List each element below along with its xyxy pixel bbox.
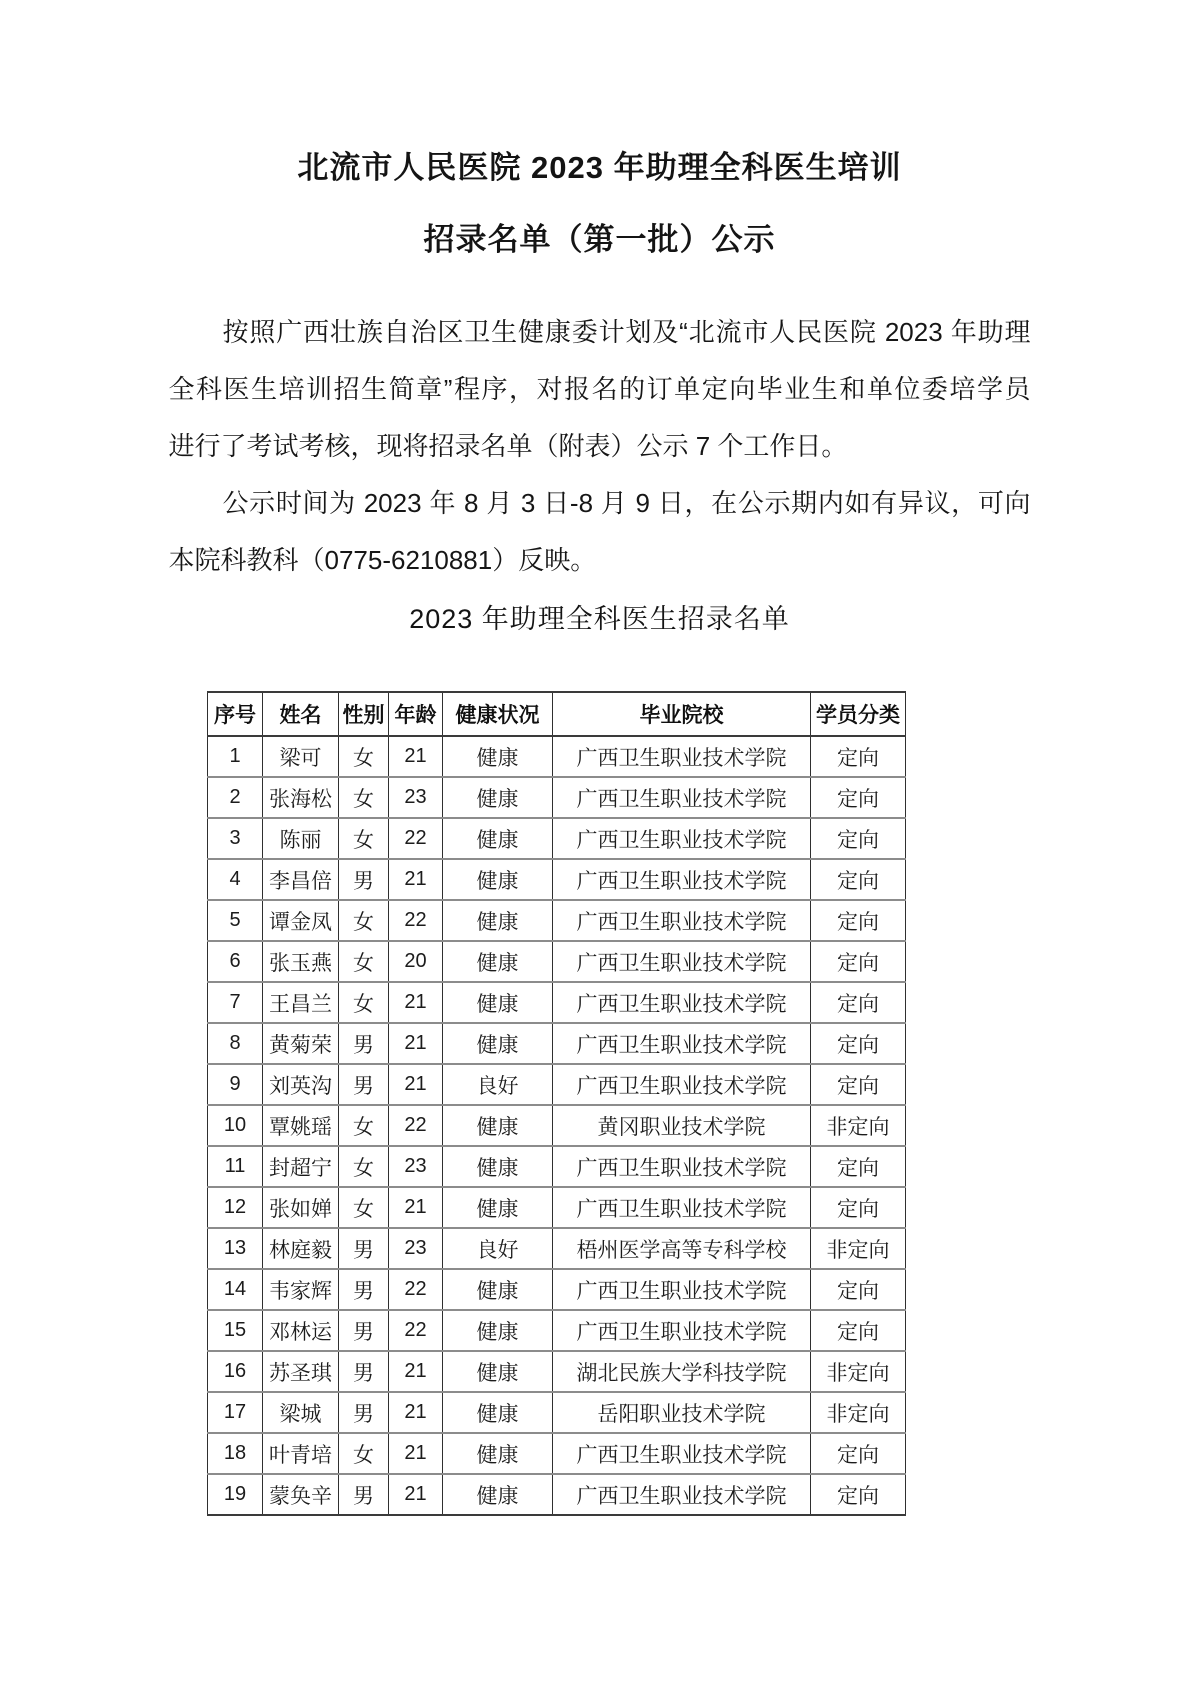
table-cell: 蒙奂辛 xyxy=(263,1474,339,1515)
table-cell: 女 xyxy=(339,941,389,982)
table-cell: 女 xyxy=(339,1105,389,1146)
table-row xyxy=(208,941,906,982)
table-cell: 健康 xyxy=(443,982,553,1023)
table-cell: 21 xyxy=(389,859,443,900)
table-cell: 广西卫生职业技术学院 xyxy=(553,1474,811,1515)
table-cell: 13 xyxy=(208,1228,263,1269)
table-cell: 梧州医学高等专科学校 xyxy=(553,1228,811,1269)
table-row xyxy=(208,900,906,941)
table-cell: 韦家辉 xyxy=(263,1269,339,1310)
table-cell: 广西卫生职业技术学院 xyxy=(553,1146,811,1187)
table-row xyxy=(208,1064,906,1105)
table-cell: 23 xyxy=(389,1146,443,1187)
table-row xyxy=(208,818,906,859)
table-cell: 健康 xyxy=(443,859,553,900)
column-header-4: 年龄 xyxy=(389,692,443,736)
table-cell: 非定向 xyxy=(811,1105,906,1146)
table-cell: 9 xyxy=(208,1064,263,1105)
table-row xyxy=(208,1105,906,1146)
table-cell: 20 xyxy=(389,941,443,982)
table-cell: 8 xyxy=(208,1023,263,1064)
table-cell: 非定向 xyxy=(811,1351,906,1392)
table-cell: 广西卫生职业技术学院 xyxy=(553,818,811,859)
table-cell: 广西卫生职业技术学院 xyxy=(553,941,811,982)
table-cell: 21 xyxy=(389,1064,443,1105)
table-row xyxy=(208,1433,906,1474)
table-cell: 21 xyxy=(389,982,443,1023)
table-cell: 22 xyxy=(389,1269,443,1310)
table-cell: 健康 xyxy=(443,777,553,818)
table-cell: 21 xyxy=(389,736,443,777)
table-cell: 健康 xyxy=(443,818,553,859)
table-cell: 女 xyxy=(339,1433,389,1474)
table-cell: 22 xyxy=(389,900,443,941)
announcement-body xyxy=(169,304,1031,589)
column-header-1: 序号 xyxy=(208,692,263,736)
table-cell: 12 xyxy=(208,1187,263,1228)
table-cell: 广西卫生职业技术学院 xyxy=(553,736,811,777)
table-row xyxy=(208,1474,906,1515)
title-line2-suffix: 公示 xyxy=(711,222,776,257)
table-cell: 男 xyxy=(339,1474,389,1515)
table-cell: 男 xyxy=(339,859,389,900)
table-cell: 2 xyxy=(208,777,263,818)
table-cell: 广西卫生职业技术学院 xyxy=(553,982,811,1023)
table-cell: 健康 xyxy=(443,1392,553,1433)
table-cell: 21 xyxy=(389,1433,443,1474)
table-cell: 非定向 xyxy=(811,1392,906,1433)
table-cell: 健康 xyxy=(443,900,553,941)
table-cell: 张如婵 xyxy=(263,1187,339,1228)
table-cell: 健康 xyxy=(443,1433,553,1474)
table-cell: 21 xyxy=(389,1187,443,1228)
table-cell: 良好 xyxy=(443,1064,553,1105)
table-cell: 广西卫生职业技术学院 xyxy=(553,900,811,941)
table-cell: 女 xyxy=(339,777,389,818)
table-cell: 10 xyxy=(208,1105,263,1146)
paragraph-1-line-3: 进行了考试考核，现将招录名单（附表）公示 7 个工作日。 xyxy=(168,431,848,461)
table-cell: 广西卫生职业技术学院 xyxy=(553,1310,811,1351)
table-cell: 黄冈职业技术学院 xyxy=(553,1105,811,1146)
table-cell: 女 xyxy=(339,1146,389,1187)
table-cell: 封超宁 xyxy=(263,1146,339,1187)
table-cell: 6 xyxy=(208,941,263,982)
document-title-line2 xyxy=(0,220,1199,260)
table-cell: 广西卫生职业技术学院 xyxy=(553,1433,811,1474)
table-cell: 19 xyxy=(208,1474,263,1515)
table-cell: 定向 xyxy=(811,736,906,777)
table-cell: 梁可 xyxy=(263,736,339,777)
table-cell: 定向 xyxy=(811,818,906,859)
table-title: 2023 年助理全科医生招录名单 xyxy=(409,604,790,634)
table-cell: 18 xyxy=(208,1433,263,1474)
table-cell: 定向 xyxy=(811,1064,906,1105)
table-cell: 男 xyxy=(339,1269,389,1310)
table-cell: 苏圣琪 xyxy=(263,1351,339,1392)
table-cell: 良好 xyxy=(443,1228,553,1269)
table-cell: 叶青培 xyxy=(263,1433,339,1474)
table-cell: 黄菊荣 xyxy=(263,1023,339,1064)
table-cell: 女 xyxy=(339,1187,389,1228)
table-cell: 11 xyxy=(208,1146,263,1187)
table-cell: 4 xyxy=(208,859,263,900)
table-row xyxy=(208,1187,906,1228)
table-header-row xyxy=(208,692,906,736)
table-cell: 男 xyxy=(339,1228,389,1269)
table-cell: 定向 xyxy=(811,777,906,818)
table-cell: 21 xyxy=(389,1392,443,1433)
table-cell: 健康 xyxy=(443,1187,553,1228)
table-row xyxy=(208,1269,906,1310)
table-cell: 男 xyxy=(339,1310,389,1351)
table-cell: 男 xyxy=(339,1064,389,1105)
table-cell: 定向 xyxy=(811,1187,906,1228)
column-header-7: 学员分类 xyxy=(811,692,906,736)
table-cell: 李昌倍 xyxy=(263,859,339,900)
table-cell: 非定向 xyxy=(811,1228,906,1269)
title-line2-batch: （第一批） xyxy=(551,222,712,257)
document-title-line1: 北流市人民医院 2023 年助理全科医生培训 xyxy=(297,150,902,185)
table-cell: 广西卫生职业技术学院 xyxy=(553,1064,811,1105)
table-cell: 健康 xyxy=(443,1146,553,1187)
paragraph-1-line-2: 全科医生培训招生简章”程序，对报名的订单定向毕业生和单位委培学员 xyxy=(168,374,1031,404)
table-row xyxy=(208,777,906,818)
table-row xyxy=(208,859,906,900)
paragraph-2-line-1: 公示时间为 2023 年 8 月 3 日-8 月 9 日，在公示期内如有异议，可向 xyxy=(222,488,1031,518)
table-cell: 男 xyxy=(339,1023,389,1064)
table-cell: 5 xyxy=(208,900,263,941)
table-cell: 梁城 xyxy=(263,1392,339,1433)
title-line2-main: 招录名单 xyxy=(423,222,552,257)
table-cell: 21 xyxy=(389,1023,443,1064)
table-cell: 7 xyxy=(208,982,263,1023)
table-cell: 22 xyxy=(389,818,443,859)
table-cell: 23 xyxy=(389,777,443,818)
table-cell: 定向 xyxy=(811,1310,906,1351)
table-cell: 定向 xyxy=(811,1023,906,1064)
table-cell: 广西卫生职业技术学院 xyxy=(553,777,811,818)
table-cell: 定向 xyxy=(811,1433,906,1474)
table-cell: 岳阳职业技术学院 xyxy=(553,1392,811,1433)
table-cell: 健康 xyxy=(443,1474,553,1515)
table-cell: 林庭毅 xyxy=(263,1228,339,1269)
table-cell: 22 xyxy=(389,1310,443,1351)
table-cell: 覃姚瑶 xyxy=(263,1105,339,1146)
table-cell: 健康 xyxy=(443,1310,553,1351)
table-cell: 定向 xyxy=(811,1269,906,1310)
table-cell: 男 xyxy=(339,1392,389,1433)
table-cell: 刘英沟 xyxy=(263,1064,339,1105)
table-cell: 1 xyxy=(208,736,263,777)
table-row xyxy=(208,1310,906,1351)
table-cell: 女 xyxy=(339,736,389,777)
table-cell: 女 xyxy=(339,818,389,859)
table-cell: 定向 xyxy=(811,941,906,982)
column-header-5: 健康状况 xyxy=(443,692,553,736)
table-cell: 定向 xyxy=(811,900,906,941)
table-cell: 谭金凤 xyxy=(263,900,339,941)
column-header-3: 性别 xyxy=(339,692,389,736)
table-cell: 23 xyxy=(389,1228,443,1269)
table-cell: 健康 xyxy=(443,1105,553,1146)
table-cell: 女 xyxy=(339,900,389,941)
recruitment-table xyxy=(207,691,906,1516)
table-cell: 男 xyxy=(339,1351,389,1392)
table-cell: 健康 xyxy=(443,736,553,777)
column-header-2: 姓名 xyxy=(263,692,339,736)
table-cell: 张海松 xyxy=(263,777,339,818)
table-cell: 女 xyxy=(339,982,389,1023)
table-cell: 15 xyxy=(208,1310,263,1351)
table-row xyxy=(208,1228,906,1269)
table-cell: 健康 xyxy=(443,941,553,982)
table-row xyxy=(208,1146,906,1187)
table-cell: 21 xyxy=(389,1474,443,1515)
table-cell: 广西卫生职业技术学院 xyxy=(553,1023,811,1064)
table-cell: 湖北民族大学科技学院 xyxy=(553,1351,811,1392)
table-cell: 22 xyxy=(389,1105,443,1146)
table-cell: 定向 xyxy=(811,982,906,1023)
table-cell: 王昌兰 xyxy=(263,982,339,1023)
table-row xyxy=(208,736,906,777)
table-cell: 健康 xyxy=(443,1023,553,1064)
table-cell: 定向 xyxy=(811,1146,906,1187)
table-row xyxy=(208,1392,906,1433)
table-cell: 3 xyxy=(208,818,263,859)
paragraph-2-line-2: 本院科教科（0775-6210881）反映。 xyxy=(168,545,597,575)
column-header-6: 毕业院校 xyxy=(553,692,811,736)
table-cell: 21 xyxy=(389,1351,443,1392)
table-row xyxy=(208,1023,906,1064)
table-row xyxy=(208,1351,906,1392)
table-cell: 张玉燕 xyxy=(263,941,339,982)
table-cell: 邓林运 xyxy=(263,1310,339,1351)
table-cell: 定向 xyxy=(811,1474,906,1515)
table-cell: 14 xyxy=(208,1269,263,1310)
table-cell: 健康 xyxy=(443,1269,553,1310)
paragraph-1-line-1: 按照广西壮族自治区卫生健康委计划及“北流市人民医院 2023 年助理 xyxy=(222,317,1031,347)
table-row xyxy=(208,982,906,1023)
table-cell: 17 xyxy=(208,1392,263,1433)
table-cell: 广西卫生职业技术学院 xyxy=(553,859,811,900)
table-cell: 广西卫生职业技术学院 xyxy=(553,1187,811,1228)
table-cell: 广西卫生职业技术学院 xyxy=(553,1269,811,1310)
table-cell: 定向 xyxy=(811,859,906,900)
table-cell: 16 xyxy=(208,1351,263,1392)
table-cell: 陈丽 xyxy=(263,818,339,859)
table-cell: 健康 xyxy=(443,1351,553,1392)
